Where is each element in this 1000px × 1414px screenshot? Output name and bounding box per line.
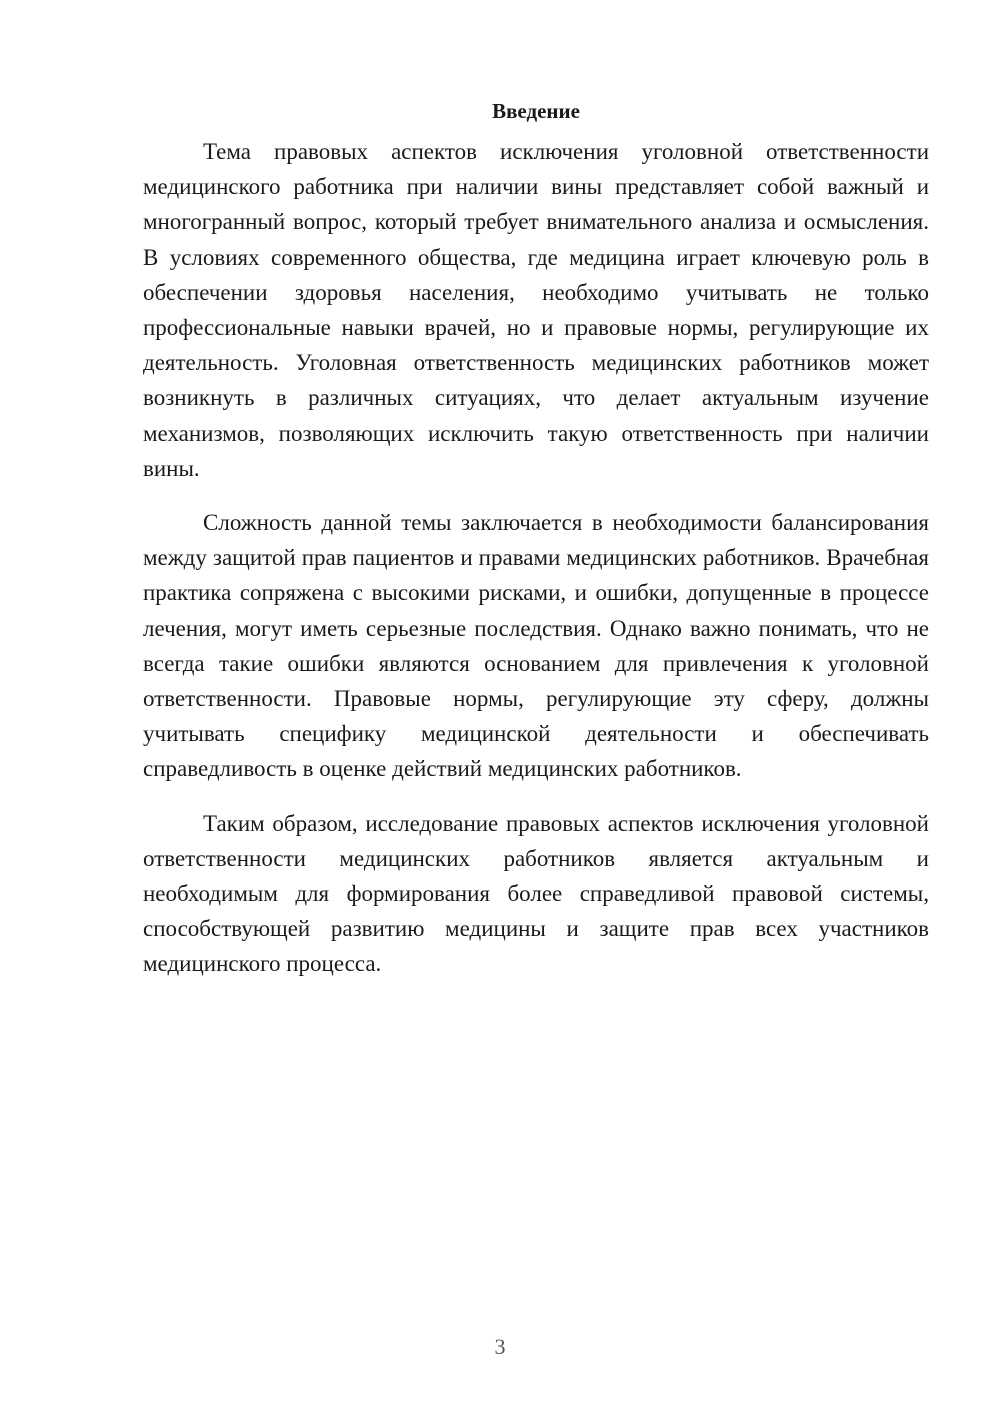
paragraph-3: Таким образом, исследование правовых аспектов исключения уголовной ответственности медицинских работников является актуальным и необходимым для формирования более справедливой правовой системы, способствующей развитию медицины и защите прав всех участников медицинского процесса. [143,810,929,977]
paragraph-2: Сложность данной темы заключается в необходимости балансирования между защитой прав пациентов и правами медицинских работников. Врачебная практика сопряжена с высокими рисками, и ошибки, допущенные в процессе лечения, могут иметь серьезные последствия. Однако важно понимать, что не всегда такие ошибки являются основанием для привлечения к уголовной ответственности. Правовые нормы, регулирующие эту сферу, должны учитывать специфику медицинской деятельности и обеспечивать справедливость в оценке действий медицинских работников. [143,510,929,782]
paragraph-1: Тема правовых аспектов исключения уголовной ответственности медицинского работника при наличии вины представляет собой важный и многогранный вопрос, который требует внимательного анализа и осмысления. В условиях современного общества, где медицина играет ключевую роль в обеспечении здоровья населения, необходимо учитывать не только профессиональные навыки врачей, но и правовые нормы, регулирующие их деятельность. Уголовная ответственность медицинских работников может возникнуть в различных ситуациях, что делает актуальным изучение механизмов, позволяющих исключить такую ответственность при наличии вины. [143,139,929,481]
section-heading: Введение [492,99,580,123]
page-number: 3 [494,1334,506,1359]
page-content [143,96,929,1001]
